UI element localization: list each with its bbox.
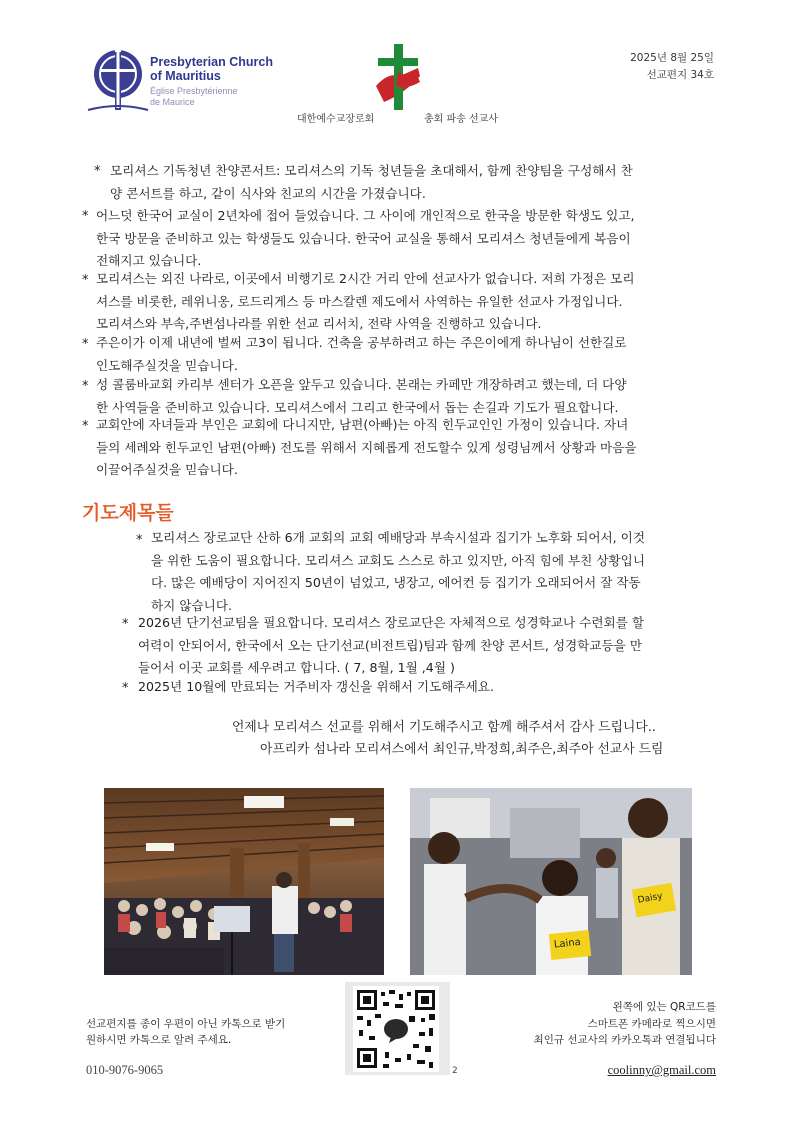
news-item [110,160,633,205]
bullet-marker: * [82,273,89,288]
church-name-fr-line2: de Maurice [150,97,195,107]
news-line: 어느덧 한국어 교실이 2년차에 접어 들었습니다. 그 사이에 개인적으로 한국을 방문한 학생도 있고, [96,208,635,223]
bullet-marker: * [82,209,89,224]
church-name-en-line1: Presbyterian Church [150,55,273,69]
prayer-heading: 기도제목들 [82,502,174,524]
news-line: 들의 세례와 힌두교인 남편(아빠) 전도를 위해서 지혜롭게 전도할수 있게 성령님께서 상황과 마음을 [96,439,637,455]
news-line: 교회안에 자녀들과 부인은 교회에 다니지만, 남편(아빠)는 아직 힌두교인인 가정이 있습니다. 자녀 [96,417,629,432]
kakao-subscribe-note-2: 원하시면 카톡으로 알려 주세요. [86,1034,232,1046]
news-item [96,374,627,419]
church-name-fr-line1: Église Presbytérienne [150,86,238,96]
news-line: 모리셔스 기독청년 찬양콘서트: 모리셔스의 기독 청년들을 초대해서, 함께 찬양팀을 구성해서 찬 [110,163,633,178]
news-item [96,268,635,336]
closing-thanks: 언제나 모리셔스 선교를 위해서 기도해주시고 함께 해주셔서 감사 드립니다.. [232,720,656,735]
bullet-marker: * [82,337,89,352]
church-name-en-line2: of Mauritius [150,69,221,83]
qr-instruction-2: 스마트폰 카메라로 찍으시면 [587,1018,716,1030]
prayer-line: 하지 않습니다. [151,597,232,613]
bullet-marker: * [136,533,143,548]
news-line: 이끌어주실것을 믿습니다. [96,462,238,477]
prayer-line: 다. 많은 예배당이 지어진지 50년이 넘었고, 냉장고, 에어컨 등 집기가 오래되어서 잘 작동 [151,575,641,590]
prayer-item [151,527,645,617]
bullet-marker: * [94,164,101,179]
news-item [96,205,635,273]
church-name-fr [150,86,238,108]
prayer-item [138,676,494,699]
news-line: 모리셔스는 외진 나라로, 이곳에서 비행기로 2시간 거리 안에 선교사가 없습니다. 저희 가정은 모리 [96,271,635,286]
prayer-line: 2026년 단기선교팀을 필요합니다. 모리셔스 장로교단은 자체적으로 성경학교나 수련회를 할 [138,615,645,630]
email-link[interactable]: coolinny@gmail.com [607,1063,716,1077]
letter-number: 선교편지 34호 [646,69,714,81]
photo-concert-hall [104,788,384,975]
news-line: 인도해주실것을 믿습니다. [96,357,238,373]
news-line: 주은이가 이제 내년에 벌써 고3이 됩니다. 건축을 공부하려고 하는 주은이에게 하나님이 선한길로 [96,335,627,350]
news-line: 한국 방문을 준비하고 있는 학생들도 있습니다. 한국어 교실을 통해서 모리셔스 청년들에게 복음이 [96,230,631,246]
prayer-line: 여력이 안되어서, 한국에서 오는 단기선교(비전트립)팀과 함께 찬양 콘서트, 성경학교등을 만 [138,637,642,653]
prayer-line: 들어서 이곳 교회를 세우려고 합니다. ( 7, 8월, 1월 ,4월 ) [138,660,455,675]
name-sign-laina: Laina [553,936,582,951]
prayer-line: 을 위한 도움이 필요합니다. 모리셔스 교회도 스스로 하고 있지만, 아직 힘에 부친 상황입니 [151,552,646,568]
news-line: 양 콘서트를 하고, 같이 식사와 친교의 시간을 가졌습니다. [110,185,426,201]
phone-number: 010-9076-9065 [86,1063,164,1077]
bullet-marker: * [122,681,129,696]
mission-label: 총회 파송 선교사 [424,114,498,125]
church-name-en [150,55,273,83]
kakao-qr-code[interactable] [345,982,450,1075]
page-number: 2 [452,1066,458,1076]
bullet-marker: * [82,419,89,434]
prayer-line: 모리셔스 장로교단 산하 6개 교회의 교회 예배당과 부속시설과 집기가 노후화 되어서, 이것 [151,530,646,545]
name-sign-daisy: Daisy [637,891,664,906]
closing-signature: 아프리카 섬나라 모리셔스에서 최인규,박정희,최주은,최주아 선교사 드림 [260,742,664,757]
photo-youth-singing [410,788,692,975]
qr-instruction-1: 왼쪽에 있는 QR코드를 [612,1001,716,1013]
letter-date: 2025년 8월 25일 [630,52,714,64]
prayer-item [138,612,644,680]
denomination-cross-logo [370,42,426,114]
bullet-marker: * [122,617,129,632]
news-item [96,414,636,482]
qr-instruction-3: 최인규 선교사의 카카오톡과 연결됩니다 [533,1034,716,1046]
prayer-line: 2025년 10월에 만료되는 거주비자 갱신을 위해서 기도해주세요. [138,679,494,694]
bullet-marker: * [82,379,89,394]
news-line: 성 콜룸바교회 카리부 센터가 오픈을 앞두고 있습니다. 본래는 카페만 개장하려고 했는데, 더 다양 [96,377,627,392]
denomination-label: 대한예수교장로회 [297,114,375,125]
news-line: 한 사역들을 준비하고 있습니다. 모리셔스에서 그리고 한국에서 돕는 손길과 기도가 필요합니다. [96,399,619,415]
news-item [96,332,627,377]
kakao-subscribe-note: 선교편지를 종이 우편이 아닌 카톡으로 받기 [86,1018,286,1030]
news-line: 셔스를 비롯한, 레위니옹, 로드리게스 등 마스칼렌 제도에서 사역하는 유일한 선교사 가정입니다. [96,293,623,309]
news-line: 전해지고 있습니다. [96,253,202,268]
news-line: 모리셔스와 부속,주변섬나라를 위한 선교 리서치, 전략 사역을 진행하고 있습니다. [96,316,542,331]
